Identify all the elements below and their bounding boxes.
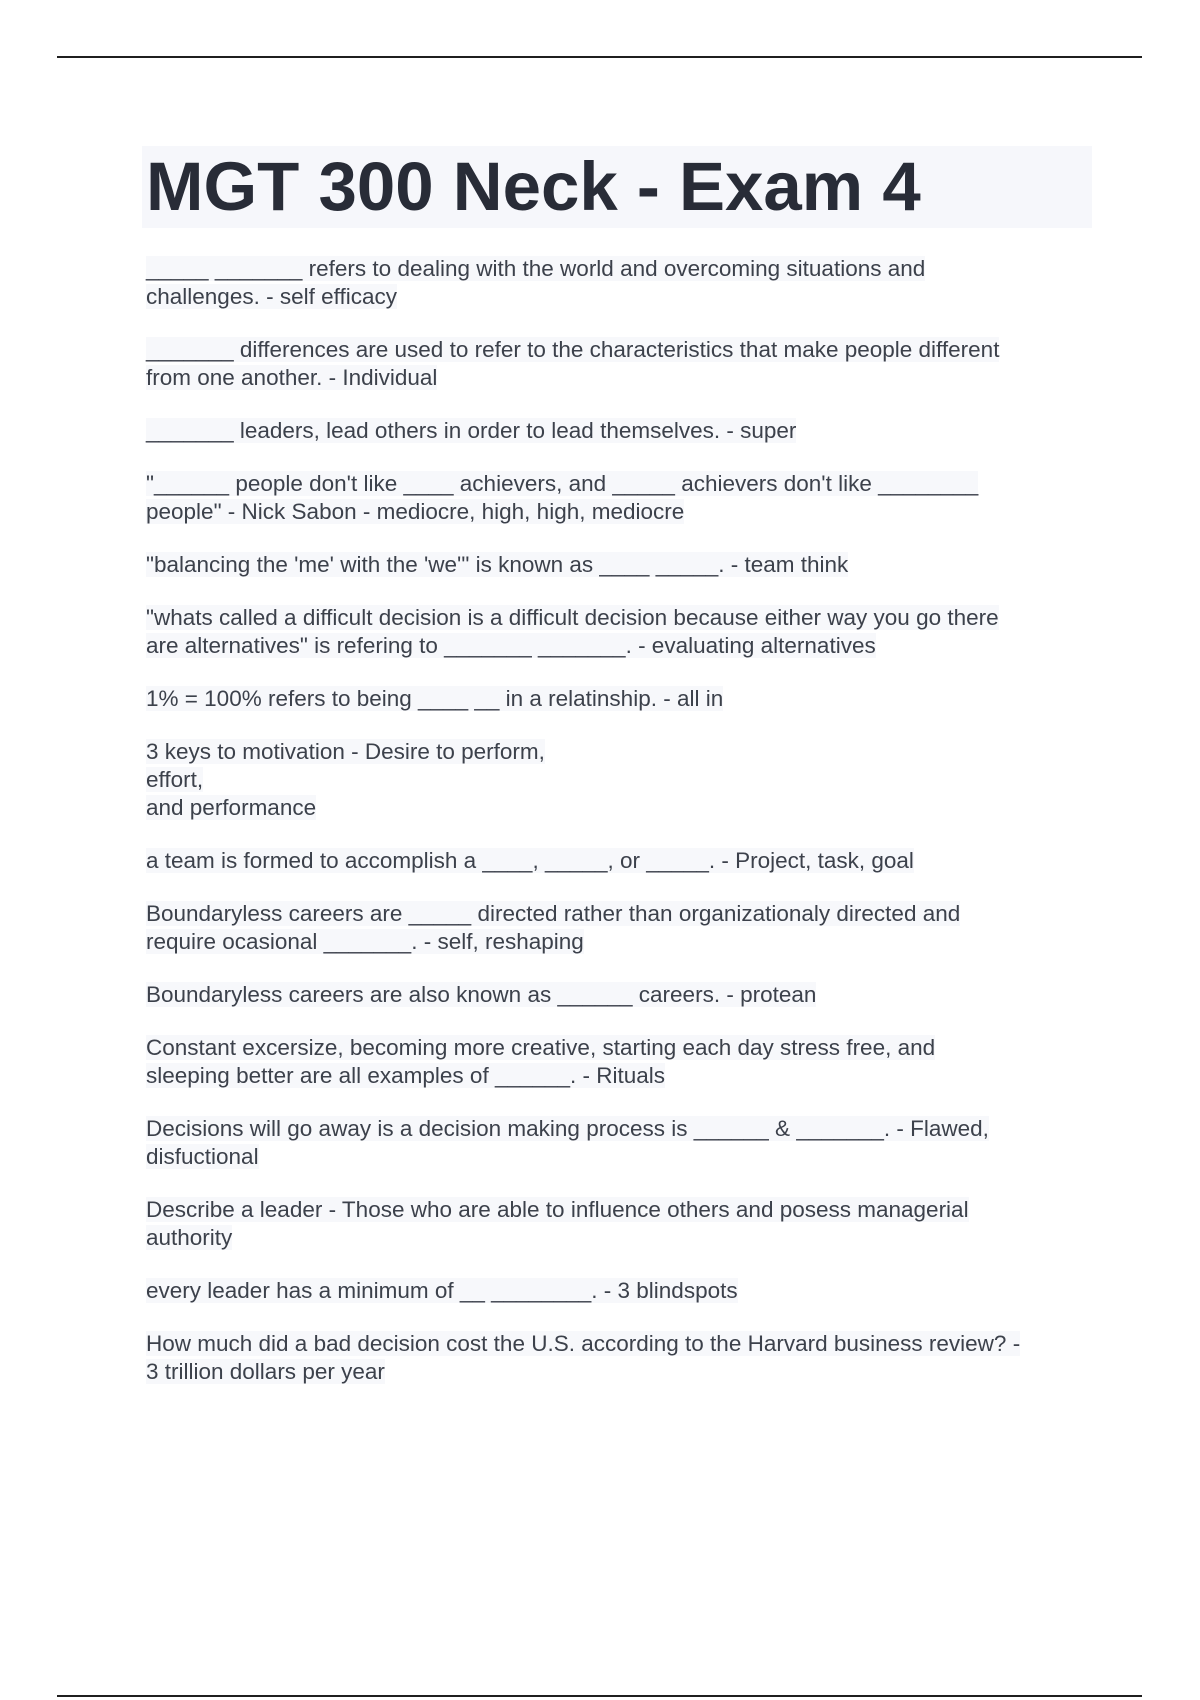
flashcard-entry — [146, 551, 1096, 579]
entry-line: people" - Nick Sabon - mediocre, high, high, mediocre — [146, 499, 685, 524]
flashcard-entry — [146, 1330, 1096, 1386]
entry-line: Describe a leader - Those who are able to influence others and posess managerial — [146, 1197, 969, 1222]
entry-line: "balancing the 'me' with the 'we'" is known as ____ _____. - team think — [146, 552, 849, 577]
flashcard-entry — [146, 1115, 1096, 1171]
entry-line: _______ differences are used to refer to the characteristics that make people different — [146, 337, 1000, 362]
entry-line: 3 keys to motivation - Desire to perform, — [146, 739, 545, 764]
entry-line: _____ _______ refers to dealing with the world and overcoming situations and — [146, 256, 926, 281]
entry-line: a team is formed to accomplish a ____, _____, or _____. - Project, task, goal — [146, 848, 914, 873]
bottom-rule — [57, 1695, 1142, 1697]
entry-line: and performance — [146, 795, 317, 820]
entry-line: Decisions will go away is a decision making process is ______ & _______. - Flawed, — [146, 1116, 989, 1141]
flashcard-entry — [146, 417, 1096, 445]
entry-line: "______ people don't like ____ achievers, and _____ achievers don't like ________ — [146, 471, 979, 496]
flashcard-entry — [146, 685, 1096, 713]
flashcard-entry — [146, 1196, 1096, 1252]
entry-line: _______ leaders, lead others in order to lead themselves. - super — [146, 418, 797, 443]
entry-line: Constant excersize, becoming more creative, starting each day stress free, and — [146, 1035, 936, 1060]
entry-line: are alternatives" is refering to _______ _______. - evaluating alternatives — [146, 633, 876, 658]
flashcard-entry — [146, 738, 1096, 822]
flashcard-entry — [146, 900, 1096, 956]
top-rule — [57, 56, 1142, 58]
entry-line: 3 trillion dollars per year — [146, 1359, 385, 1384]
entry-line: How much did a bad decision cost the U.S. according to the Harvard business review? - — [146, 1331, 1021, 1356]
flashcard-entry — [146, 1034, 1096, 1090]
flashcard-entry — [146, 1277, 1096, 1305]
flashcard-entry — [146, 470, 1096, 526]
entry-line: require ocasional _______. - self, reshaping — [146, 929, 584, 954]
entry-line: effort, — [146, 767, 204, 792]
entry-line: "whats called a difficult decision is a difficult decision because either way you go there — [146, 605, 999, 630]
flashcard-entry — [146, 981, 1096, 1009]
flashcard-entry — [146, 604, 1096, 660]
entry-line: disfuctional — [146, 1144, 259, 1169]
entry-line: Boundaryless careers are also known as ______ careers. - protean — [146, 982, 817, 1007]
flashcard-entry — [146, 255, 1096, 311]
document-title: MGT 300 Neck - Exam 4 — [146, 148, 921, 225]
flashcard-list — [146, 255, 1096, 1411]
entry-line: from one another. - Individual — [146, 365, 438, 390]
entry-line: 1% = 100% refers to being ____ __ in a relatinship. - all in — [146, 686, 724, 711]
entry-line: challenges. - self efficacy — [146, 284, 397, 309]
flashcard-entry — [146, 336, 1096, 392]
entry-line: sleeping better are all examples of ______. - Rituals — [146, 1063, 666, 1088]
entry-line: authority — [146, 1225, 233, 1250]
entry-line: every leader has a minimum of __ ________. - 3 blindspots — [146, 1278, 738, 1303]
flashcard-entry — [146, 847, 1096, 875]
entry-line: Boundaryless careers are _____ directed rather than organizationaly directed and — [146, 901, 961, 926]
